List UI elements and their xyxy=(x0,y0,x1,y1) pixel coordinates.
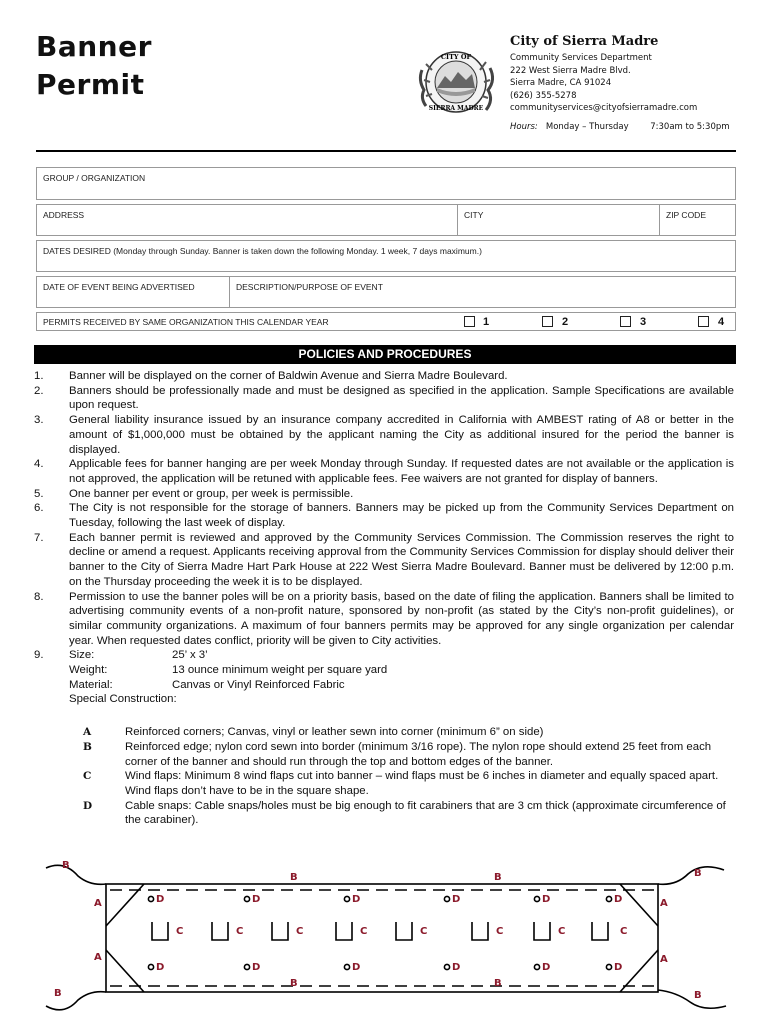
page-title xyxy=(36,28,152,104)
wind-flap xyxy=(272,922,288,940)
label-d: D xyxy=(542,894,551,905)
label-d: D xyxy=(614,962,623,973)
policy-number: 6. xyxy=(34,502,44,515)
permit-count-label-2: 2 xyxy=(562,316,569,328)
construction-text: Cable snaps: Cable snaps/holes must be big enough to fit carabiners that are 3 cm thick (approximate circumference of the carabiner). xyxy=(125,799,726,827)
policy-number: 9. xyxy=(34,649,44,662)
permits-received-row xyxy=(36,312,736,331)
label-d: D xyxy=(614,894,623,905)
cable-snap-hole xyxy=(148,964,153,969)
cable-snap-hole xyxy=(444,896,449,901)
address-field[interactable] xyxy=(37,205,457,235)
construction-key: A xyxy=(83,726,92,739)
policy-text: One banner per event or group, per week is permissible. xyxy=(69,487,354,500)
policy-item-specs xyxy=(34,648,734,828)
event-description-label: DESCRIPTION/PURPOSE OF EVENT xyxy=(236,282,383,292)
label-d: D xyxy=(352,962,361,973)
construction-item xyxy=(83,725,734,740)
cable-snap-hole xyxy=(244,964,249,969)
zip-code-label: ZIP CODE xyxy=(666,210,706,220)
label-a: A xyxy=(94,952,102,963)
policy-item xyxy=(34,369,734,384)
label-a: A xyxy=(94,898,102,909)
event-row xyxy=(36,276,736,308)
label-d: D xyxy=(452,894,461,905)
group-organization-field[interactable] xyxy=(36,167,736,200)
policy-text: Applicable fees for banner hanging are per week Monday through Sunday. If requested dates are not available or the application is not approved, the application will be retuned with applicable fees. Fee waivers are not granted for display of banners. xyxy=(69,458,734,485)
cable-snap-hole xyxy=(148,896,153,901)
city-seal-logo xyxy=(414,40,498,124)
label-c: C xyxy=(360,926,368,937)
title-line-1: Banner xyxy=(36,30,152,63)
permit-count-label-1: 1 xyxy=(483,316,490,328)
city-name: City of Sierra Madre xyxy=(510,34,659,49)
contact-block xyxy=(510,32,730,133)
policies-list xyxy=(34,369,734,828)
policy-item xyxy=(34,384,734,413)
permit-count-label-4: 4 xyxy=(718,316,725,328)
hours-time: 7:30am to 5:30pm xyxy=(650,121,730,132)
construction-list xyxy=(83,725,734,828)
wind-flap xyxy=(212,922,228,940)
wind-flap xyxy=(336,922,352,940)
label-b: B xyxy=(694,990,702,1001)
permits-received-label: PERMITS RECEIVED BY SAME ORGANIZATION THIS CALENDAR YEAR xyxy=(43,317,329,327)
label-c: C xyxy=(420,926,428,937)
construction-text: Reinforced edge; nylon cord sewn into border (minimum 3/16 rope). The nylon rope should extend 25 feet from each corner of the banner and should run through the top and bottom edges of the banner. xyxy=(125,740,712,768)
construction-item xyxy=(83,799,734,828)
construction-key: C xyxy=(83,770,92,783)
label-d: D xyxy=(542,962,551,973)
banner-diagram xyxy=(40,856,740,1024)
policy-number: 7. xyxy=(34,531,44,544)
wind-flap xyxy=(534,922,550,940)
label-a: A xyxy=(660,898,668,909)
cable-snap-hole xyxy=(606,896,611,901)
label-b: B xyxy=(62,860,70,871)
rope-top-left xyxy=(46,865,106,884)
policy-number: 4. xyxy=(34,458,44,471)
policy-item xyxy=(34,501,734,530)
label-d: D xyxy=(156,894,165,905)
cable-snap-hole xyxy=(534,964,539,969)
office-hours xyxy=(510,121,730,134)
banner-specifications xyxy=(69,648,734,692)
policy-item xyxy=(34,457,734,486)
label-c: C xyxy=(296,926,304,937)
label-c: C xyxy=(620,926,628,937)
title-line-2: Permit xyxy=(36,68,145,101)
weight-label: Weight: xyxy=(69,664,108,677)
permit-count-label-3: 3 xyxy=(640,316,647,328)
label-d: D xyxy=(156,962,165,973)
policy-text: Permission to use the banner poles will be on a priority basis, based on the date of filing the application. Banners shall be limited to advertising community events of a non-profit nature, sponsored by non-profit (as stated by the City’s non-profit guidelines), or similar community organizations. A maximum of four banners permits may be approved for any single organization per calendar year. When requested dates conflict, priority will be given to City activities. xyxy=(69,590,734,647)
label-b: B xyxy=(290,872,298,883)
policy-text: Banners should be professionally made and must be designed as specified in the application. Sample Specifications are available upon request. xyxy=(69,384,734,412)
policy-item xyxy=(34,590,734,649)
permit-count-checkbox-1[interactable] xyxy=(464,316,475,327)
policy-number: 8. xyxy=(34,590,44,603)
construction-text: Wind flaps: Minimum 8 wind flaps cut into banner – wind flaps must be 6 inches in diameter and equally spaced apart. Wind flaps don’t have to be in the square shape. xyxy=(125,770,719,797)
weight-value: 13 ounce minimum weight per square yard xyxy=(172,664,388,677)
address-line-2: Sierra Madre, CA 91024 xyxy=(510,78,612,88)
address-label: ADDRESS xyxy=(43,210,85,220)
city-label: CITY xyxy=(464,210,484,220)
label-b: B xyxy=(54,988,62,999)
cable-snap-hole xyxy=(606,964,611,969)
policy-item xyxy=(34,413,734,457)
policies-heading: POLICIES AND PROCEDURES xyxy=(34,345,736,364)
event-date-field[interactable] xyxy=(37,277,229,307)
wind-flap xyxy=(152,922,168,940)
permit-count-checkbox-2[interactable] xyxy=(542,316,553,327)
label-c: C xyxy=(496,926,504,937)
seal-text-bottom: SIERRA MADRE xyxy=(428,105,484,112)
size-label: Size: xyxy=(69,649,95,662)
label-d: D xyxy=(452,962,461,973)
permit-count-checkbox-4[interactable] xyxy=(698,316,709,327)
policy-number: 2. xyxy=(34,384,44,397)
construction-item xyxy=(83,740,734,769)
construction-key: B xyxy=(83,740,92,753)
policy-number: 1. xyxy=(34,370,44,382)
material-value: Canvas or Vinyl Reinforced Fabric xyxy=(172,678,345,691)
policy-text: Banner will be displayed on the corner of Baldwin Avenue and Sierra Madre Boulevard. xyxy=(69,370,508,382)
zip-code-field[interactable] xyxy=(660,205,736,235)
hours-days: Monday – Thursday xyxy=(545,121,629,132)
label-d: D xyxy=(352,894,361,905)
label-c: C xyxy=(236,926,244,937)
header-divider xyxy=(36,150,736,152)
construction-item xyxy=(83,769,734,798)
material-label: Material: xyxy=(69,678,113,691)
cable-snap-hole xyxy=(344,964,349,969)
event-date-label: DATE OF EVENT BEING ADVERTISED xyxy=(43,282,195,292)
label-c: C xyxy=(176,926,184,937)
city-field[interactable] xyxy=(458,205,658,235)
label-d: D xyxy=(252,962,261,973)
label-b: B xyxy=(290,978,298,989)
dates-desired-label: DATES DESIRED (Monday through Sunday. Banner is taken down the following Monday. 1 week, 7 days maximum.) xyxy=(43,246,482,256)
rope-top-right xyxy=(658,867,724,884)
label-b: B xyxy=(494,978,502,989)
dates-desired-field[interactable] xyxy=(36,240,736,272)
email-address: communityservices@cityofsierramadre.com xyxy=(510,103,698,113)
address-line-1: 222 West Sierra Madre Blvd. xyxy=(510,65,631,76)
cable-snap-hole xyxy=(244,896,249,901)
hours-label: Hours: xyxy=(510,121,538,132)
address-row xyxy=(36,204,736,236)
seal-text-top: CITY OF xyxy=(440,53,472,61)
wind-flap xyxy=(592,922,608,940)
construction-text: Reinforced corners; Canvas, vinyl or leather sewn into corner (minimum 6” on side) xyxy=(125,726,544,739)
cable-snap-hole xyxy=(534,896,539,901)
wind-flap xyxy=(472,922,488,940)
policy-item xyxy=(34,487,734,502)
banner-outline xyxy=(106,884,658,992)
policy-number: 5. xyxy=(34,487,44,500)
policy-text: The City is not responsible for the storage of banners. Banners may be picked up from the Community Services Department on Tuesday, following the last week of display. xyxy=(69,502,734,530)
phone-number: (626) 355-5278 xyxy=(510,90,577,101)
policy-item xyxy=(34,531,734,590)
policy-text: General liability insurance issued by an insurance company accredited in California with AMBEST rating of A8 or better in the amount of $1,000,000 must be obtained by the applicant naming the City as additional insured for the period the banner is displayed. xyxy=(69,414,734,456)
event-description-field[interactable] xyxy=(230,277,736,307)
department-name: Community Services Department xyxy=(510,53,652,63)
label-a: A xyxy=(660,954,668,965)
cable-snap-hole xyxy=(344,896,349,901)
label-b: B xyxy=(694,868,702,879)
wind-flap xyxy=(396,922,412,940)
label-b: B xyxy=(494,872,502,883)
group-organization-label: GROUP / ORGANIZATION xyxy=(43,173,146,183)
label-d: D xyxy=(252,894,261,905)
cable-snap-hole xyxy=(444,964,449,969)
size-value: 25’ x 3’ xyxy=(172,649,208,662)
policy-text: Each banner permit is reviewed and approved by the Community Services Commission. The Commission reserves the right to decline or amend a request. Applicants receiving approval from the Community Services Commission for display should deliver their banner to the City of Sierra Madre Hart Park House at 222 West Sierra Madre Boulevard. Banner must be delivered by 12:00 p.m. on the Thursday proceeding the week it is to be displayed. xyxy=(69,531,734,588)
permit-count-checkbox-3[interactable] xyxy=(620,316,631,327)
construction-key: D xyxy=(83,799,93,812)
special-construction-label: Special Construction: xyxy=(69,693,177,706)
label-c: C xyxy=(558,926,566,937)
rope-bottom-right xyxy=(658,990,726,1008)
policy-number: 3. xyxy=(34,414,44,427)
